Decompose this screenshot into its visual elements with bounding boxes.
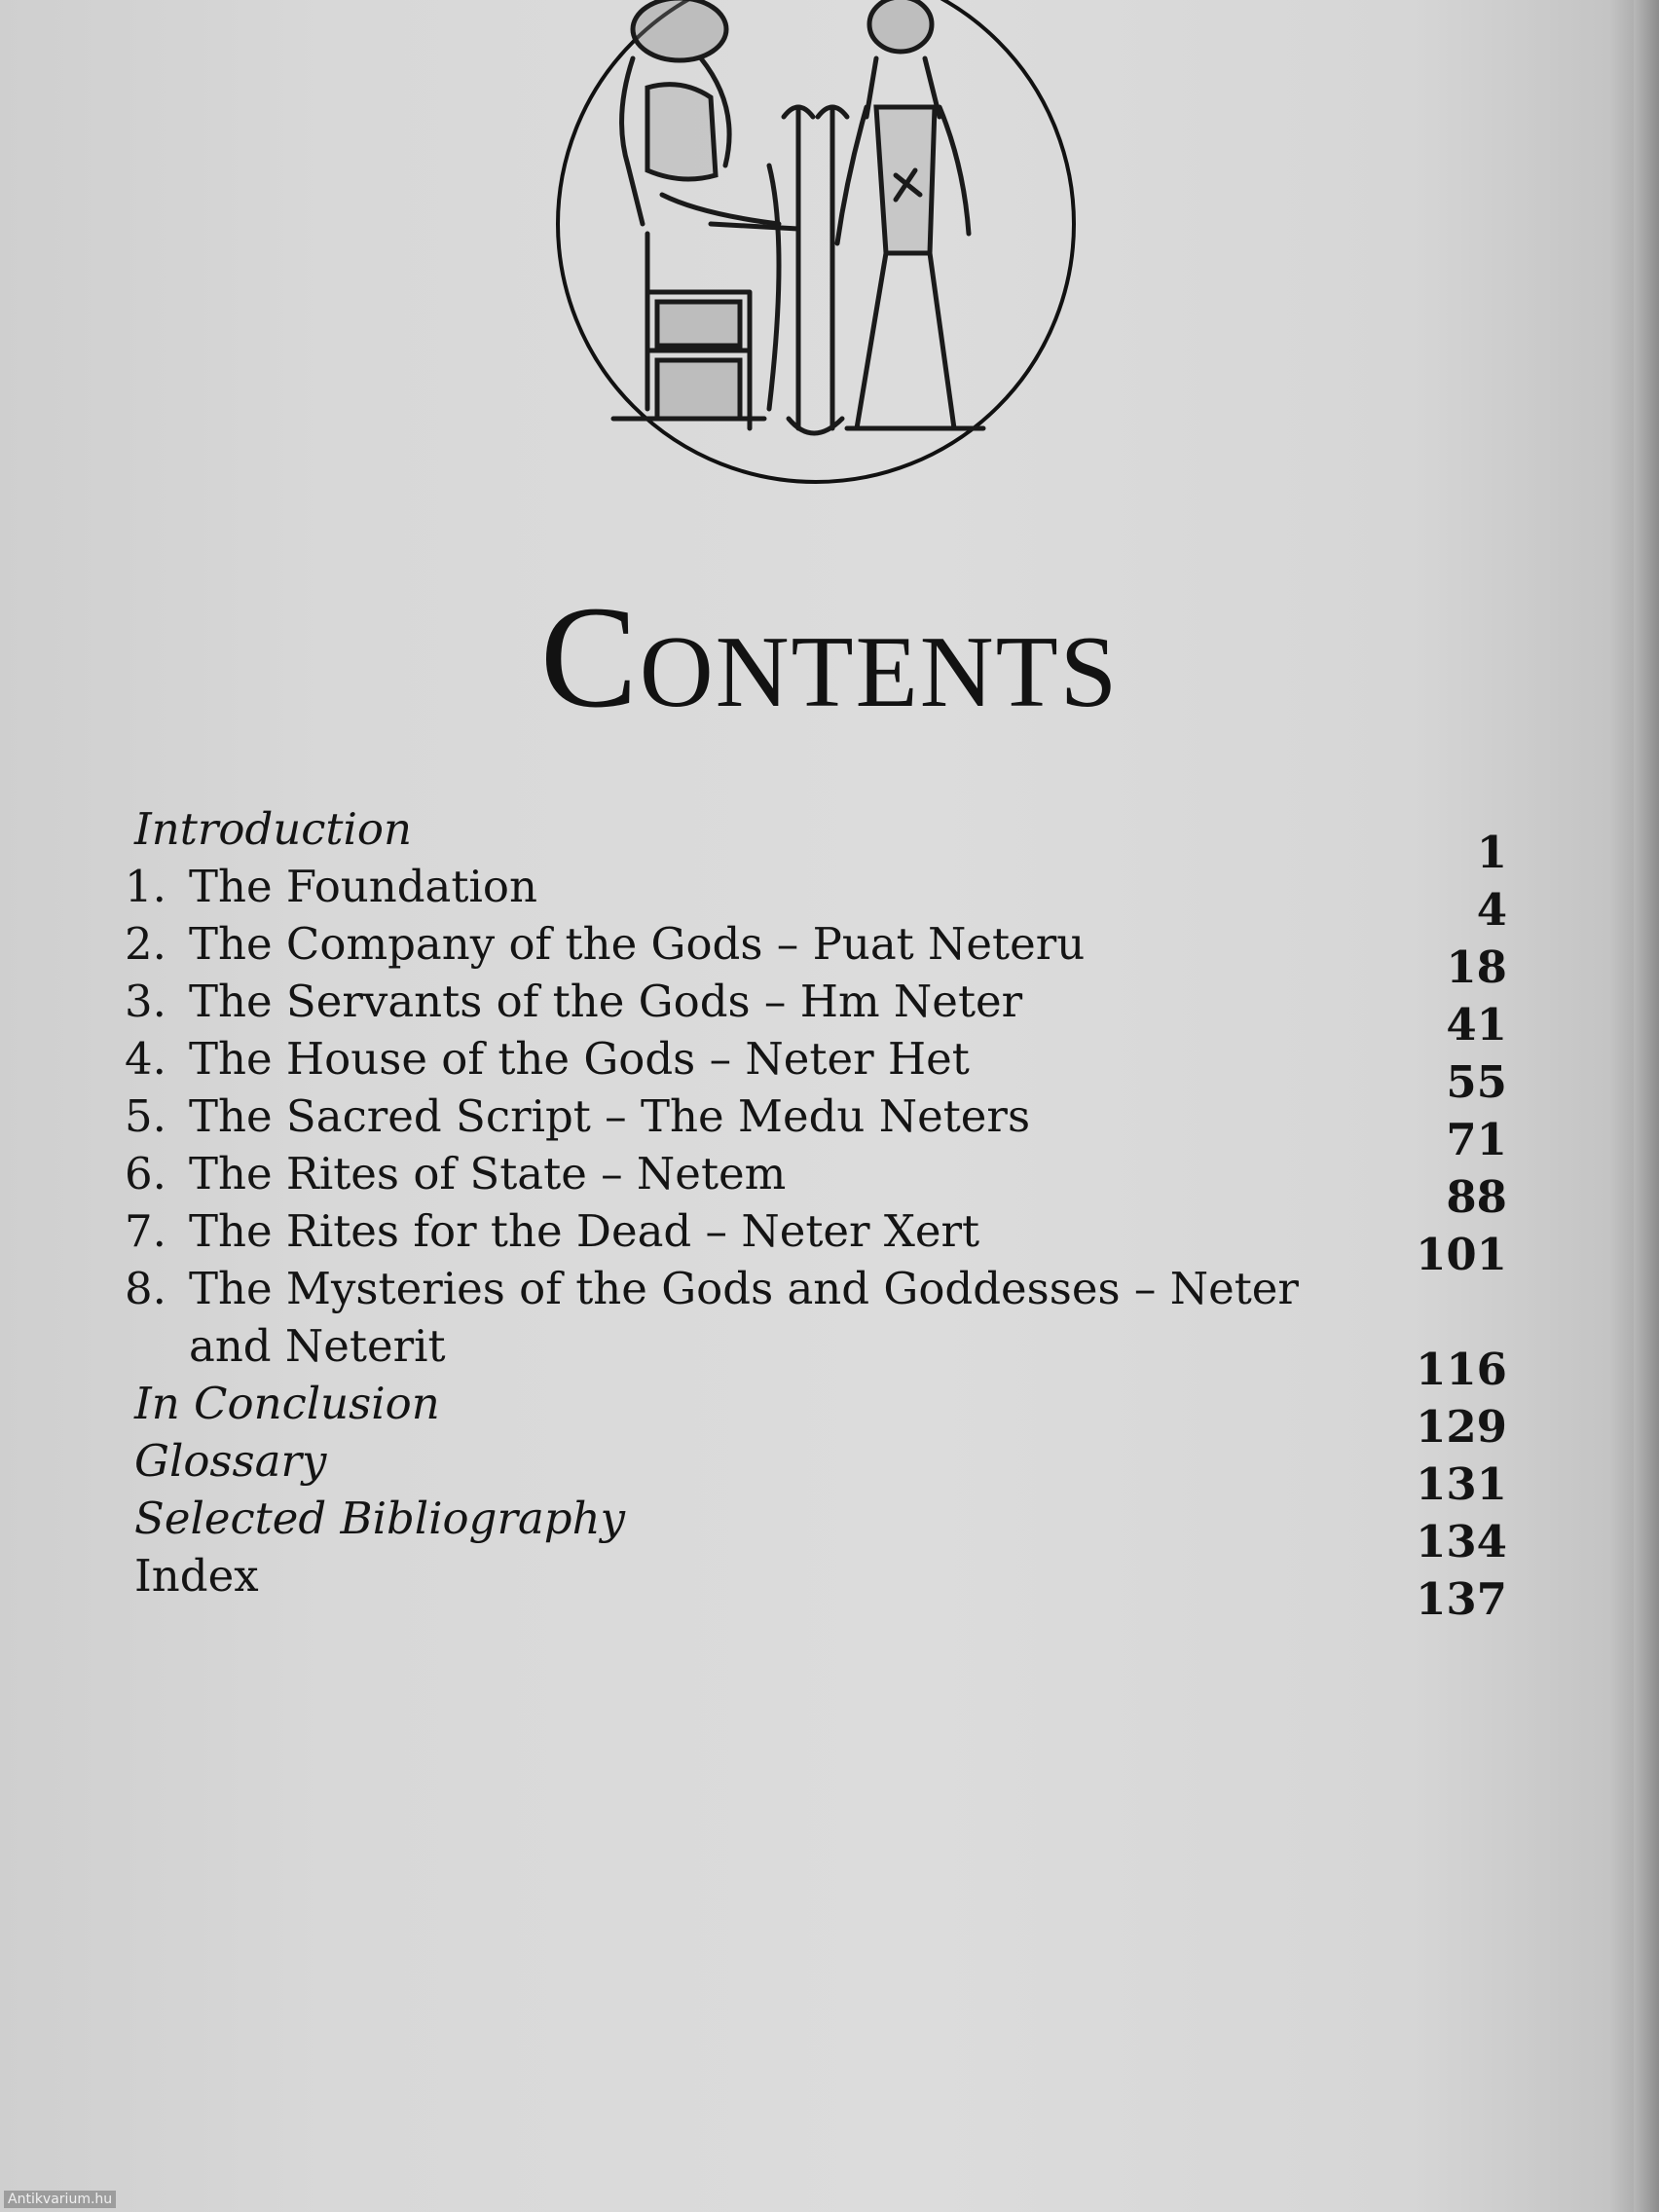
toc-entry-page: 101 (1416, 1229, 1507, 1280)
toc-entry (125, 1375, 1507, 1453)
egyptian-deities-illustration (555, 0, 1081, 487)
toc-entry-number: 1. (125, 861, 166, 912)
toc-entry (125, 1490, 1507, 1567)
toc-entry-title-line: In Conclusion (134, 1378, 440, 1429)
toc-entry-title (189, 1202, 1507, 1260)
toc-entry-title-line: Introduction (134, 803, 412, 855)
toc-entry-title (134, 1490, 1507, 1547)
toc-entry-page: 41 (1446, 999, 1507, 1051)
toc-entry-page: 129 (1416, 1401, 1507, 1453)
toc-entry-title-line: Glossary (134, 1435, 327, 1487)
toc-entry-title (134, 1547, 1507, 1604)
toc-entry-number: 5. (125, 1090, 166, 1142)
toc-entry-page: 88 (1446, 1171, 1507, 1223)
toc-entry-title (189, 973, 1507, 1030)
toc-entry-page: 18 (1446, 941, 1507, 993)
toc-entry (125, 915, 1507, 993)
toc-entry-title (189, 1088, 1507, 1145)
page-edge (1634, 0, 1659, 2212)
toc-entry-title-line: The Mysteries of the Gods and Goddesses – Neter (189, 1263, 1299, 1314)
toc-entry-title (189, 1260, 1507, 1375)
toc-entry-number: 6. (125, 1148, 166, 1199)
toc-entry-page: 131 (1416, 1458, 1507, 1510)
toc-entry-number: 8. (125, 1263, 166, 1314)
toc-entry (125, 858, 1507, 936)
toc-entry (125, 1547, 1507, 1625)
toc-entry-title (134, 800, 1507, 858)
toc-entry-title (134, 1432, 1507, 1490)
toc-entry-title-line: The Servants of the Gods – Hm Neter (189, 976, 1023, 1027)
toc-entry-title-line: Selected Bibliography (134, 1493, 626, 1544)
toc-entry-number: 2. (125, 918, 166, 970)
toc-entry (125, 1202, 1507, 1280)
toc-entry-title-line: The Sacred Script – The Medu Neters (189, 1090, 1031, 1142)
toc-entry-page: 137 (1416, 1573, 1507, 1625)
toc-entry-page: 4 (1476, 884, 1507, 936)
toc-entry-number: 3. (125, 976, 166, 1027)
toc-entry-title-line: Index (134, 1550, 259, 1602)
toc-entry-page: 134 (1416, 1516, 1507, 1567)
toc-entry (125, 1088, 1507, 1165)
watermark: Antikvarium.hu (4, 2191, 116, 2208)
toc-entry-number: 4. (125, 1033, 166, 1085)
toc-entry-title-line: The Foundation (189, 861, 537, 912)
toc-entry-title (189, 858, 1507, 915)
toc-entry-title-line: The Rites of State – Netem (189, 1148, 787, 1199)
toc-entry (125, 1432, 1507, 1510)
toc-entry-number: 7. (125, 1205, 166, 1257)
toc-entry-title (134, 1375, 1507, 1432)
toc-entry-page: 116 (1416, 1344, 1507, 1395)
toc-entry-page: 55 (1446, 1056, 1507, 1108)
toc-entry-title-line: The Rites for the Dead – Neter Xert (189, 1205, 980, 1257)
toc-entry-title-line: and Neterit (189, 1320, 446, 1372)
toc-entry-title-line: The Company of the Gods – Puat Neteru (189, 918, 1086, 970)
toc-entry-page: 1 (1476, 827, 1507, 878)
toc-entry-title (189, 915, 1507, 973)
toc-entry-title-line: The House of the Gods – Neter Het (189, 1033, 970, 1085)
toc-entry-title (189, 1030, 1507, 1088)
toc-entry (125, 800, 1507, 878)
toc-entry (125, 1260, 1507, 1395)
toc-entry (125, 973, 1507, 1051)
toc-entry (125, 1145, 1507, 1223)
table-of-contents (125, 800, 1507, 1625)
toc-entry-title (189, 1145, 1507, 1202)
page-title: Contents (539, 576, 1120, 738)
toc-entry-page: 71 (1446, 1114, 1507, 1165)
toc-entry (125, 1030, 1507, 1108)
